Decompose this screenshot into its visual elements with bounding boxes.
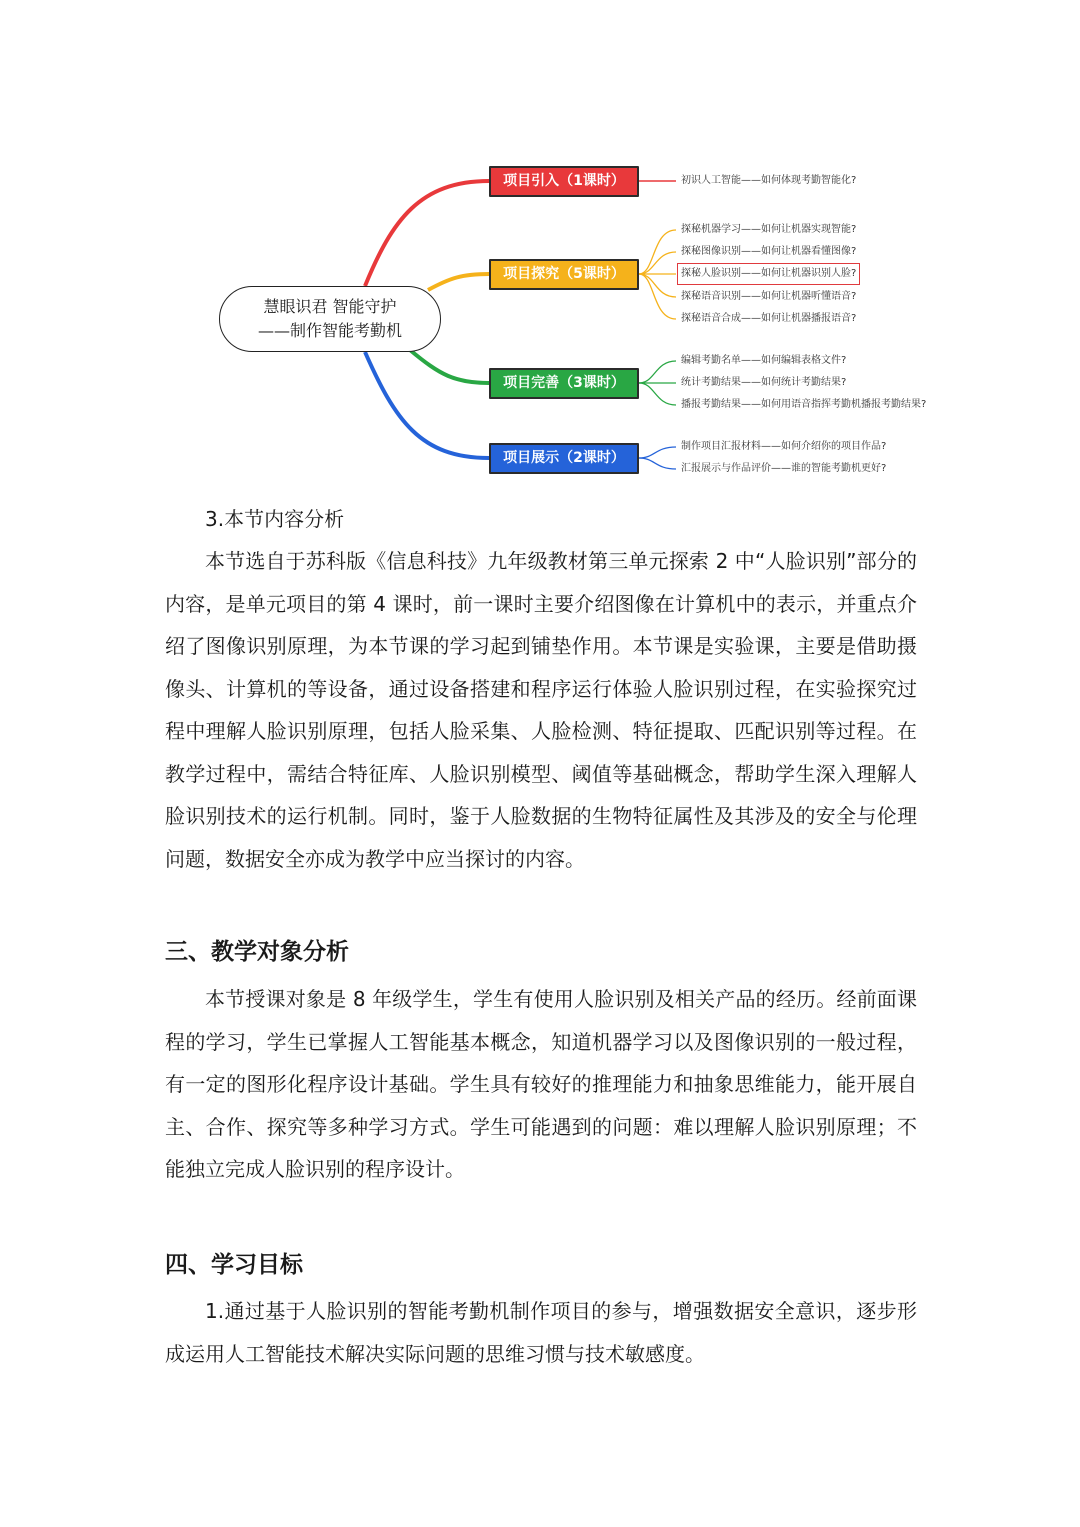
root-title: 慧眼识君 智能守护 — [263, 297, 397, 316]
branch-project-show: 项目展示（2课时） — [489, 443, 639, 474]
mind-map-connectors — [0, 150, 1080, 490]
connector-leaves-3 — [639, 361, 676, 405]
branch-project-explore: 项目探究（5课时） — [489, 259, 639, 290]
section-subtitle-content-analysis: 3.本节内容分析 — [205, 507, 345, 531]
leaf-improve-1: 编辑考勤名单——如何编辑表格文件? — [681, 355, 847, 366]
connector-leaves-2 — [639, 230, 676, 319]
leaf-explore-1: 探秘机器学习——如何让机器实现智能? — [681, 224, 857, 235]
branch-project-intro: 项目引入（1课时） — [489, 166, 639, 197]
connector-branch-3 — [410, 350, 489, 383]
connector-branch-2 — [428, 274, 489, 290]
leaf-explore-4: 探秘语音识别——如何让机器听懂语音? — [681, 291, 857, 302]
student-analysis-paragraph: 本节授课对象是 8 年级学生，学生有使用人脸识别及相关产品的经历。经前面课程的学习，学生已掌握人工智能基本概念，知道机器学习以及图像识别的一般过程，有一定的图形化程序设计基础。学生具有较好的推理能力和抽象思维能力，能开展自主、合作、探究等多种学习方式。学生可能遇到的问题：难以理解人脸识别原理；不能独立完成人脸识别的程序设计。 — [165, 987, 917, 1181]
content-analysis-paragraph: 本节选自于苏科版《信息科技》九年级教材第三单元探索 2 中“人脸识别”部分的内容，是单元项目的第 4 课时，前一课时主要介绍图像在计算机中的表示，并重点介绍了图像识别原理，为本节课的学习起到铺垫作用。本节课是实验课，主要是借助摄像头、计算机的等设备，通过设备搭建和程序运行体验人脸识别过程，在实验探究过程中理解人脸识别原理，包括人脸采集、人脸检测、特征提取、匹配识别等过程。在教学过程中，需结合特征库、人脸识别模型、阈值等基础概念，帮助学生深入理解人脸识别技术的运行机制。同时，鉴于人脸数据的生物特征属性及其涉及的安全与伦理问题，数据安全亦成为教学中应当探讨的内容。 — [165, 549, 917, 871]
leaf-show-2: 汇报展示与作品评价——谁的智能考勤机更好? — [681, 463, 887, 474]
connector-leaves-4 — [639, 447, 676, 469]
root-subtitle: ——制作智能考勤机 — [257, 321, 402, 340]
leaf-explore-2: 探秘图像识别——如何让机器看懂图像? — [681, 246, 857, 257]
project-mind-map — [0, 150, 1080, 490]
heading-learning-goals: 四、学习目标 — [165, 1252, 303, 1278]
learning-goal-1: 1.通过基于人脸识别的智能考勤机制作项目的参与，增强数据安全意识，逐步形成运用人工智能技术解决实际问题的思维习惯与技术敏感度。 — [165, 1299, 917, 1366]
heading-student-analysis: 三、教学对象分析 — [165, 939, 349, 965]
branch-project-improve: 项目完善（3课时） — [489, 368, 639, 399]
connector-branch-1 — [365, 181, 489, 286]
leaf-improve-3: 播报考勤结果——如何用语音指挥考勤机播报考勤结果? — [681, 399, 927, 410]
mind-map-root — [219, 286, 441, 352]
connector-branch-4 — [365, 352, 489, 458]
leaf-show-1: 制作项目汇报材料——如何介绍你的项目作品? — [681, 441, 887, 452]
leaf-improve-2: 统计考勤结果——如何统计考勤结果? — [681, 377, 847, 388]
leaf-explore-3-highlighted: 探秘人脸识别——如何让机器识别人脸? — [681, 268, 857, 279]
leaf-explore-5: 探秘语音合成——如何让机器播报语音? — [681, 313, 857, 324]
leaf-intro-1: 初识人工智能——如何体现考勤智能化? — [681, 175, 857, 186]
